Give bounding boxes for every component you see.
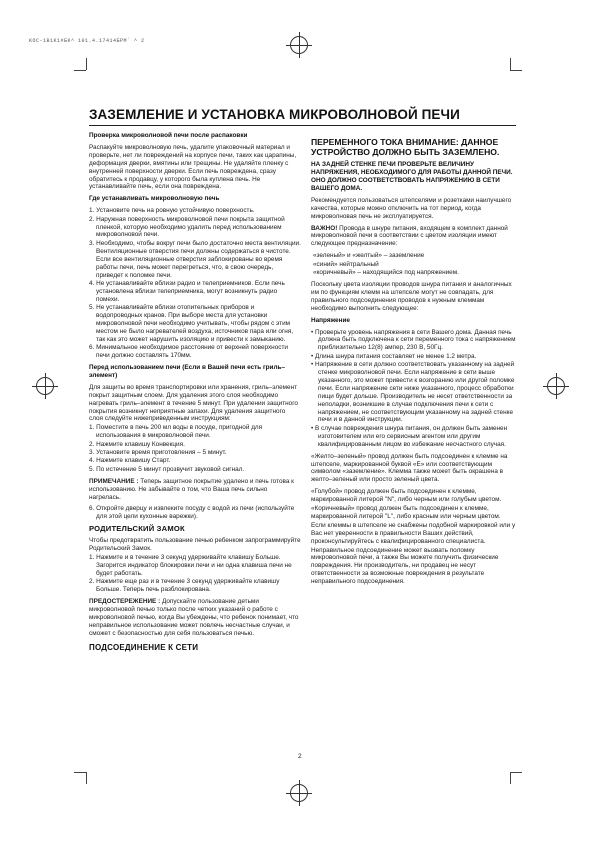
list-item: «синий» нейтральный	[313, 260, 379, 268]
registration-mark-icon	[547, 377, 565, 395]
crop-mark	[510, 772, 522, 773]
voltage-heading: Напряжение	[311, 316, 350, 324]
list-item: 3. Необходимо, чтобы вокруг печи было достаточно места вентиляции. Вентиляционные отверстия печи должны содержаться в чистоте. Если все вентиляционные отверстия заблокированы во время работы печи, печь может перегреться, что, в свою очередь, приведет к поломке печи.	[89, 239, 301, 279]
crop-mark	[74, 70, 86, 71]
crop-mark	[510, 772, 511, 784]
list-item: 1. Нажмите и в течение 3 секунд удерживайте клавишу Больше. Загорится индикатор блокировки печи и ни одна клавиша печи не будет работать.	[89, 554, 292, 577]
warning-text: Допускайте пользование детьми микроволновой печью только после четких указаний о работе с микроволновой печью, когда Вы убеждены, что ребенок понимает, что неправильное использование может повлечь несчастные случаи, и сможет с безопасностью для себя пользоваться печью.	[89, 598, 299, 637]
note-list	[89, 505, 301, 521]
left-column	[89, 132, 301, 655]
important-paragraph	[311, 225, 516, 249]
registration-mark-icon	[36, 377, 54, 395]
list-item: • В случае повреждения шнура питания, он должен быть заменен изготовителем или его сервисным агентом или другим квалифицированным лицом во избежание несчастного случая.	[311, 424, 508, 448]
unpack-heading: Проверка микроволновой печи после распаковки	[89, 132, 248, 139]
brown-text: «Коричневый» провод должен быть подсоединен к клемме, маркированной литерой "L", либо красным или черным цветом.	[311, 505, 501, 520]
crop-mark	[86, 772, 87, 784]
list-item: • Напряжение в сети должно соответствовать указанному на задней стенке микроволновой печи. Если напряжение в сети выше указанного, это может привести к возгоранию или другой поломке печи. Если напряжение сети ниже указанного, процесс обработки пищи будет дольше. Производитель не несет ответственности за неполадки, возникшие в случае подключения печи к сети с напряжением, не соответствующим указанному на задней стенке печи и в данной инструкции.	[311, 361, 515, 424]
wire-list	[313, 252, 516, 277]
install-list	[89, 207, 301, 360]
list-item: 2. Наружная поверхность микроволновой печи покрыта защитной пленкой, которую необходимо удалить перед использованием микроволновой печи.	[89, 215, 285, 239]
list-item: «коричневый» – находящийся под напряжением.	[313, 269, 459, 277]
lock-list	[89, 554, 301, 594]
registration-mark-icon	[290, 784, 308, 802]
list-item: 6. Минимальное необходимое расстояние от верхней поверхности печи должно составлять 170мм.	[89, 344, 288, 360]
note-text: Теперь защитное покрытие удалено и печь готова к использованию. Не забывайте о том, что Ваша печь сильно нагрелась.	[89, 477, 294, 501]
crop-mark	[74, 772, 86, 773]
list-item: 2. Нажмите клавишу Конвекция.	[89, 440, 185, 448]
grill-heading: Перед использованием печи (Если в Вашей печи есть гриль–элемент)	[89, 363, 285, 379]
blue-text: «Голубой» провод должен быть подсоединен к клемме, маркированной литерой "N", либо черным или голубым цветом.	[311, 488, 502, 504]
important-text: Провода в шнуре питания, входящем в комплект данной микроволновой печи в соответствии с цветом изоляции имеют следующее предназначение:	[311, 224, 508, 248]
improper-text: Неправильное подсоединение может вызвать поломку микроволновой печи, а также Вы можете получить физические повреждения. Ни производитель, ни продавец не несут ответственности за возможные повреждения в результате неправильного подсоединения.	[311, 546, 499, 586]
crop-mark	[510, 58, 511, 70]
grill-text: Для защиты во время транспортировки или хранения, гриль–элемент покрыт защитным слоем. Для удаления этого слоя необходимо нагревать гриль–элемент в течение 5 минут. При удалении защитного покрытия возникнут неприятные запахи. Для удаления защитного слоя следуйте нижеприведенным инструкциям:	[89, 383, 298, 423]
crop-mark	[86, 58, 87, 70]
list-item: • Проверьте уровень напряжения в сети Вашего дома. Данная печь должна быть подключена к сети переменного тока с напряжением приблизительно 12(8) ампер, 230 В, 50Гц.	[311, 328, 516, 352]
warning-label: ПРЕДОСТЕРЕЖЕНИЕ :	[89, 598, 161, 606]
list-item: 4. Нажмите клавишу Старт.	[89, 457, 171, 465]
list-item: 5. По истечение 5 минут прозвучит звуковой сигнал.	[89, 465, 245, 473]
page-title: ЗАЗЕМЛЕНИЕ И УСТАНОВКА МИКРОВОЛНОВОЙ ПЕЧИ	[89, 107, 460, 122]
connect-heading: ПОДСОЕДИНЕНИЕ К СЕТИ	[89, 642, 199, 652]
registration-mark-icon	[290, 36, 308, 54]
unpack-text: Распакуйте микроволновую печь, удалите упаковочный материал и проверьте, нет ли повреждений на корпусе печи, таких как царапины, деформация дверки, вмятины или трещины. Не удаляйте пленку с внутренней поверхности дверки. Если печь повреждена, сразу обратитесь к продавцу, у которого была куплена печь. Не устанавливайте печь, если она повреждена.	[89, 143, 297, 191]
grill-list	[89, 424, 301, 473]
page-number: 2	[298, 753, 302, 760]
list-item: 5. Не устанавливайте вблизи отопительных приборов и водопроводных кранов. При выборе места для установки микроволновой печи необходимо учитывать, чтобы рядом с этим местом не было нагревателей воздуха, источников пара или огня, так как это может нарушить изоляцию и привести к замыканию.	[89, 304, 294, 343]
mismatch-text: Поскольку цвета изоляции проводов шнура питания и аналогичных им по функциям клемм на штепселе могут не совпадать, для правильного подсоединения проводов к нужным клеммам необходимо выполнить следующее:	[311, 280, 512, 312]
install-heading: Где устанавливать микроволновую печь	[89, 195, 220, 203]
list-item: 1. Поместите в печь 200 мл воды в посуде, пригодной для использования в микроволновой печи.	[89, 424, 263, 440]
list-item: • Длина шнура питания составляет не менее 1.2 метра.	[311, 352, 477, 360]
right-column	[311, 138, 516, 590]
list-item: 1. Установите печь на ровную устойчивую поверхность.	[89, 207, 255, 215]
voltage-warning: НА ЗАДНЕЙ СТЕНКЕ ПЕЧИ ПРОВЕРЬТЕ ВЕЛИЧИНУ НАПРЯЖЕНИЯ, НЕОБХОДИМОГО ДЛЯ РАБОТЫ ДАННОЙ ПЕЧИ. ОНО ДОЛЖНО СООТВЕТСТВОВАТЬ НАПРЯЖЕНИЮ В СЕТИ ВАШЕГО ДОМА.	[311, 161, 513, 192]
list-item: 2. Нажмите еще раз и в течение 3 секунд удерживайте клавишу Больше. Теперь печь разблокирована.	[89, 578, 280, 594]
recommend-text: Рекомендуется пользоваться штепселями и розетками наилучшего качества, которые можно отключить на тот период, когда микроволновая печь не эксплуатируется.	[311, 196, 512, 220]
lock-heading: РОДИТЕЛЬСКИЙ ЗАМОК	[89, 524, 185, 534]
title-divider	[89, 125, 516, 126]
list-item: 4. Не устанавливайте вблизи радио и телеприемников. Если печь установлена вблизи телеприемника, могут возникнуть радио помехи.	[89, 279, 285, 303]
lock-text: Чтобы предотвратить пользование печью ребенком запрограммируйте Родительский Замок.	[89, 537, 301, 553]
crop-mark	[510, 70, 522, 71]
attention-heading: ПЕРЕМЕННОГО ТОКА ВНИМАНИЕ: ДАННОЕ УСТРОЙСТВО ДОЛЖНО БЫТЬ ЗАЗЕМЛЕНО.	[311, 137, 500, 157]
list-item: 3. Установите время приготовления – 5 минут.	[89, 449, 227, 457]
voltage-list	[311, 329, 516, 449]
green-yellow-text: «Желто–зеленый» провод должен быть подсоединен к клемме на штепселе, маркированной буквой «Е» или соответствующим символом «заземление». Клемма также может быть окрашена в желто–зеленый или просто зеленый цвета.	[311, 452, 508, 484]
warning-paragraph	[89, 598, 301, 638]
list-item: 6. Откройте дверцу и извлеките посуду с водой из печи (используйте для этой цели кухонные варежки).	[89, 505, 295, 521]
qualified-text: Если клеммы в штепселе не снабжены подобной маркировкой или у Вас нет уверенности в правильности Ваших действий, проконсультируйтесь с квалифицированного специалиста.	[311, 521, 516, 545]
important-label: ВАЖНО!	[311, 224, 338, 232]
note-label: ПРИМЕЧАНИЕ :	[89, 477, 139, 485]
list-item: «зеленый» и «желтый» – заземление	[313, 252, 425, 260]
note-paragraph	[89, 478, 301, 502]
print-header: KOC-1B1K1#БК^ 101.4.17414БPM` ^ 2	[29, 38, 145, 44]
